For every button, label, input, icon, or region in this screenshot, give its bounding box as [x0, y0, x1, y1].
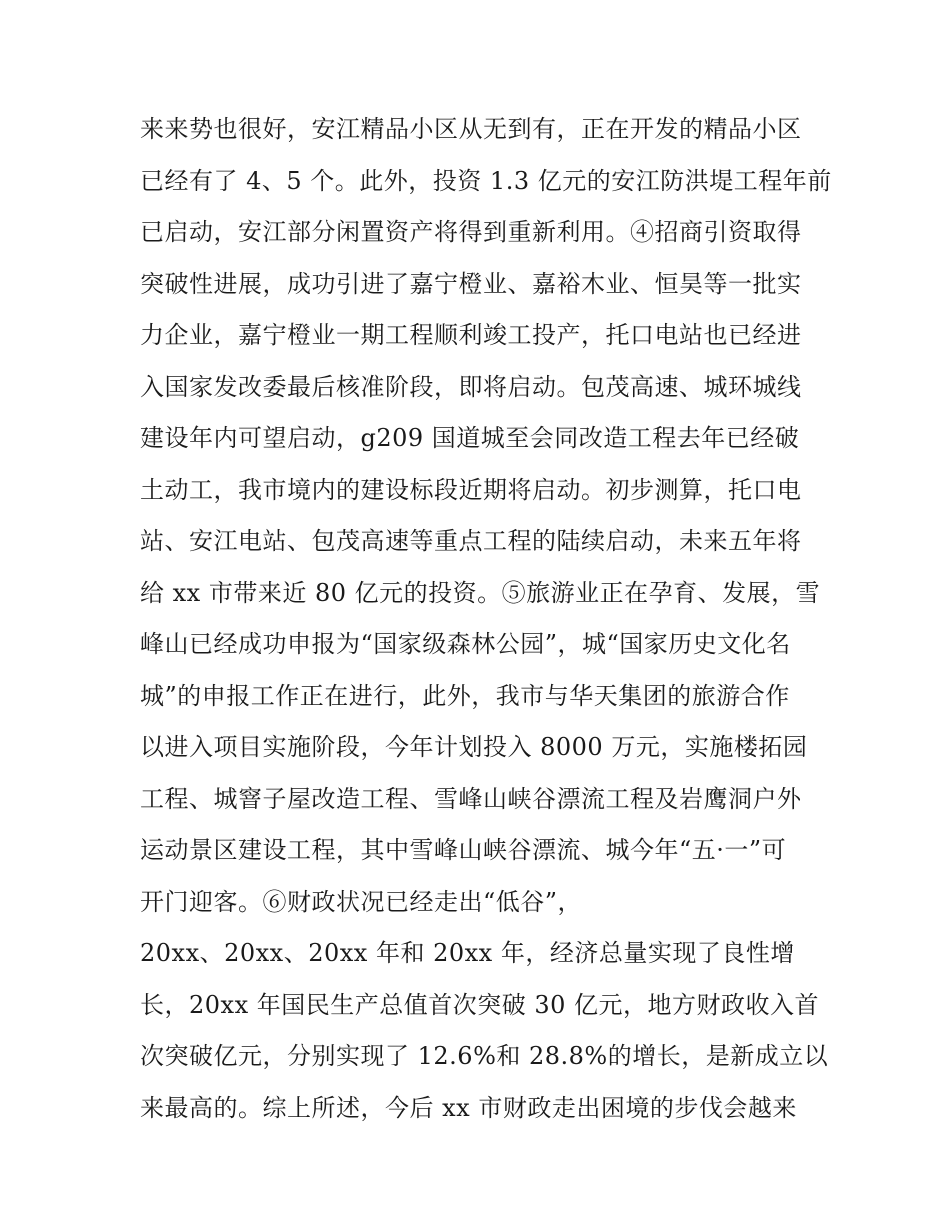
body-text: [140, 104, 830, 1134]
text-line: 工程、城窨子屋改造工程、雪峰山峡谷漂流工程及岩鹰洞户外: [140, 784, 802, 813]
text-line: 力企业，嘉宁橙业一期工程顺利竣工投产，托口电站也已经进: [140, 321, 802, 349]
text-line: 20xx、20xx、20xx 年和 20xx 年，经济总量实现了良性增: [140, 939, 795, 967]
text-line: 入国家发改委最后核准阶段，即将启动。包茂高速、城环城线: [140, 372, 802, 401]
text-line: 突破性进展，成功引进了嘉宁橙业、嘉裕木业、恒昊等一批实: [140, 269, 802, 298]
text-line: 长，20xx 年国民生产总值首次突破 30 亿元，地方财政收入首: [140, 990, 820, 1019]
text-line: 城”的申报工作正在进行，此外，我市与华天集团的旅游合作: [140, 681, 790, 710]
text-line: 给 xx 市带来近 80 亿元的投资。⑤旅游业正在孕育、发展，雪: [140, 578, 821, 607]
text-line: 建设年内可望启动，g209 国道城至会同改造工程去年已经破: [140, 424, 800, 452]
text-line: 已启动，安江部分闲置资产将得到重新利用。④招商引资取得: [140, 218, 802, 246]
text-line: 土动工，我市境内的建设标段近期将启动。初步测算，托口电: [140, 475, 802, 504]
text-line: 站、安江电站、包茂高速等重点工程的陆续启动，未来五年将: [140, 527, 802, 555]
text-line: 运动景区建设工程，其中雪峰山峡谷漂流、城今年“五·一”可: [140, 836, 787, 864]
text-line: 次突破亿元，分别实现了 12.6%和 28.8%的增长，是新成立以: [140, 1042, 829, 1070]
text-line: 以进入项目实施阶段，今年计划投入 8000 万元，实施楼拓园: [140, 733, 808, 761]
text-line: 开门迎客。⑥财政状况已经走出“低谷”，: [140, 887, 583, 916]
text-line: 来来势也很好，安江精品小区从无到有，正在开发的精品小区: [140, 115, 802, 143]
text-line: 峰山已经成功申报为“国家级森林公园”，城“国家历史文化名: [140, 630, 791, 658]
text-line: 已经有了 4、5 个。此外，投资 1.3 亿元的安江防洪堤工程年前: [140, 166, 832, 195]
text-line: 来最高的。综上所述，今后 xx 市财政走出困境的步伐会越来: [140, 1093, 797, 1122]
